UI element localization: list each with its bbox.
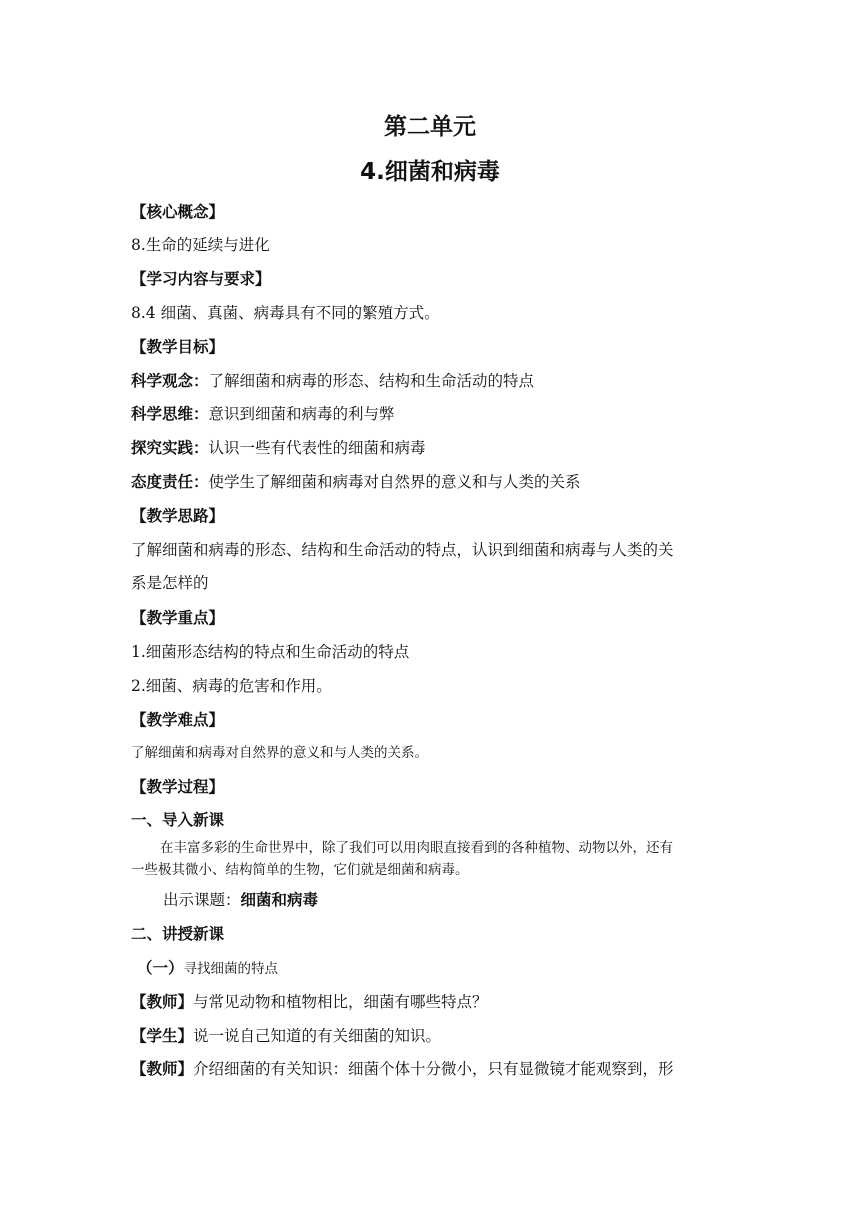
goal-label: 科学思维： — [131, 405, 209, 423]
difficulties-text: 了解细菌和病毒对自然界的意义和与人类的关系。 — [131, 745, 428, 761]
topic-line — [163, 890, 318, 910]
key-point-item: 1.细菌形态结构的特点和生命活动的特点 — [131, 643, 410, 661]
sub-heading-text: 寻找细菌的特点 — [183, 961, 279, 977]
dialog-text: 与常见动物和植物相比，细菌有哪些特点？ — [193, 993, 488, 1011]
goal-label: 科学观念： — [131, 372, 209, 390]
goal-label: 探究实践： — [131, 439, 209, 457]
dialog-text: 说一说自己知道的有关细菌的知识。 — [193, 1027, 442, 1045]
intro-heading: 一、导入新课 — [131, 811, 225, 829]
unit-title: 第二单元 — [384, 114, 476, 140]
goal-text: 了解细菌和病毒的形态、结构和生命活动的特点 — [208, 372, 535, 390]
dialog-line — [131, 1059, 674, 1079]
dialog-line — [131, 992, 488, 1012]
intro-line: 一些极其微小、结构简单的生物，它们就是细菌和病毒。 — [131, 862, 469, 878]
dialog-role: 【教师】 — [131, 1060, 194, 1078]
goal-label: 态度责任： — [131, 473, 209, 491]
process-heading: 【教学过程】 — [131, 778, 225, 796]
new-lesson-heading: 二、讲授新课 — [131, 925, 225, 943]
goal-item — [131, 472, 581, 492]
goal-item — [131, 404, 395, 424]
dialog-role: 【教师】 — [131, 993, 194, 1011]
goal-text: 使学生了解细菌和病毒对自然界的意义和与人类的关系 — [208, 473, 581, 491]
key-point-item: 2.细菌、病毒的危害和作用。 — [131, 677, 332, 695]
sub-heading-number: （一） — [137, 959, 184, 977]
content-heading: 【学习内容与要求】 — [131, 270, 271, 288]
approach-line: 了解细菌和病毒的形态、结构和生命活动的特点，认识到细菌和病毒与人类的关 — [131, 541, 674, 559]
dialog-line — [131, 1026, 441, 1046]
approach-heading: 【教学思路】 — [131, 507, 225, 525]
goal-item — [131, 438, 426, 458]
content-text: 8.4 细菌、真菌、病毒具有不同的繁殖方式。 — [131, 304, 440, 322]
intro-line: 在丰富多彩的生命世界中，除了我们可以用肉眼直接看到的各种植物、动物以外，还有 — [160, 840, 673, 856]
core-concept-text: 8.生命的延续与进化 — [131, 236, 270, 254]
core-concept-heading: 【核心概念】 — [131, 203, 225, 221]
dialog-text: 介绍细菌的有关知识：细菌个体十分微小，只有显微镜才能观察到，形 — [193, 1060, 674, 1078]
goal-text: 意识到细菌和病毒的利与弊 — [208, 405, 395, 423]
sub-heading — [137, 958, 278, 979]
goals-heading: 【教学目标】 — [131, 338, 225, 356]
topic-title: 细菌和病毒 — [240, 891, 319, 909]
topic-prefix: 出示课题： — [163, 891, 241, 909]
approach-line: 系是怎样的 — [131, 574, 209, 592]
difficulties-heading: 【教学难点】 — [131, 711, 225, 729]
goal-item — [131, 371, 534, 391]
goal-text: 认识一些有代表性的细菌和病毒 — [208, 439, 426, 457]
dialog-role: 【学生】 — [131, 1027, 194, 1045]
key-points-heading: 【教学重点】 — [131, 609, 225, 627]
lesson-title: 4.细菌和病毒 — [360, 159, 500, 185]
